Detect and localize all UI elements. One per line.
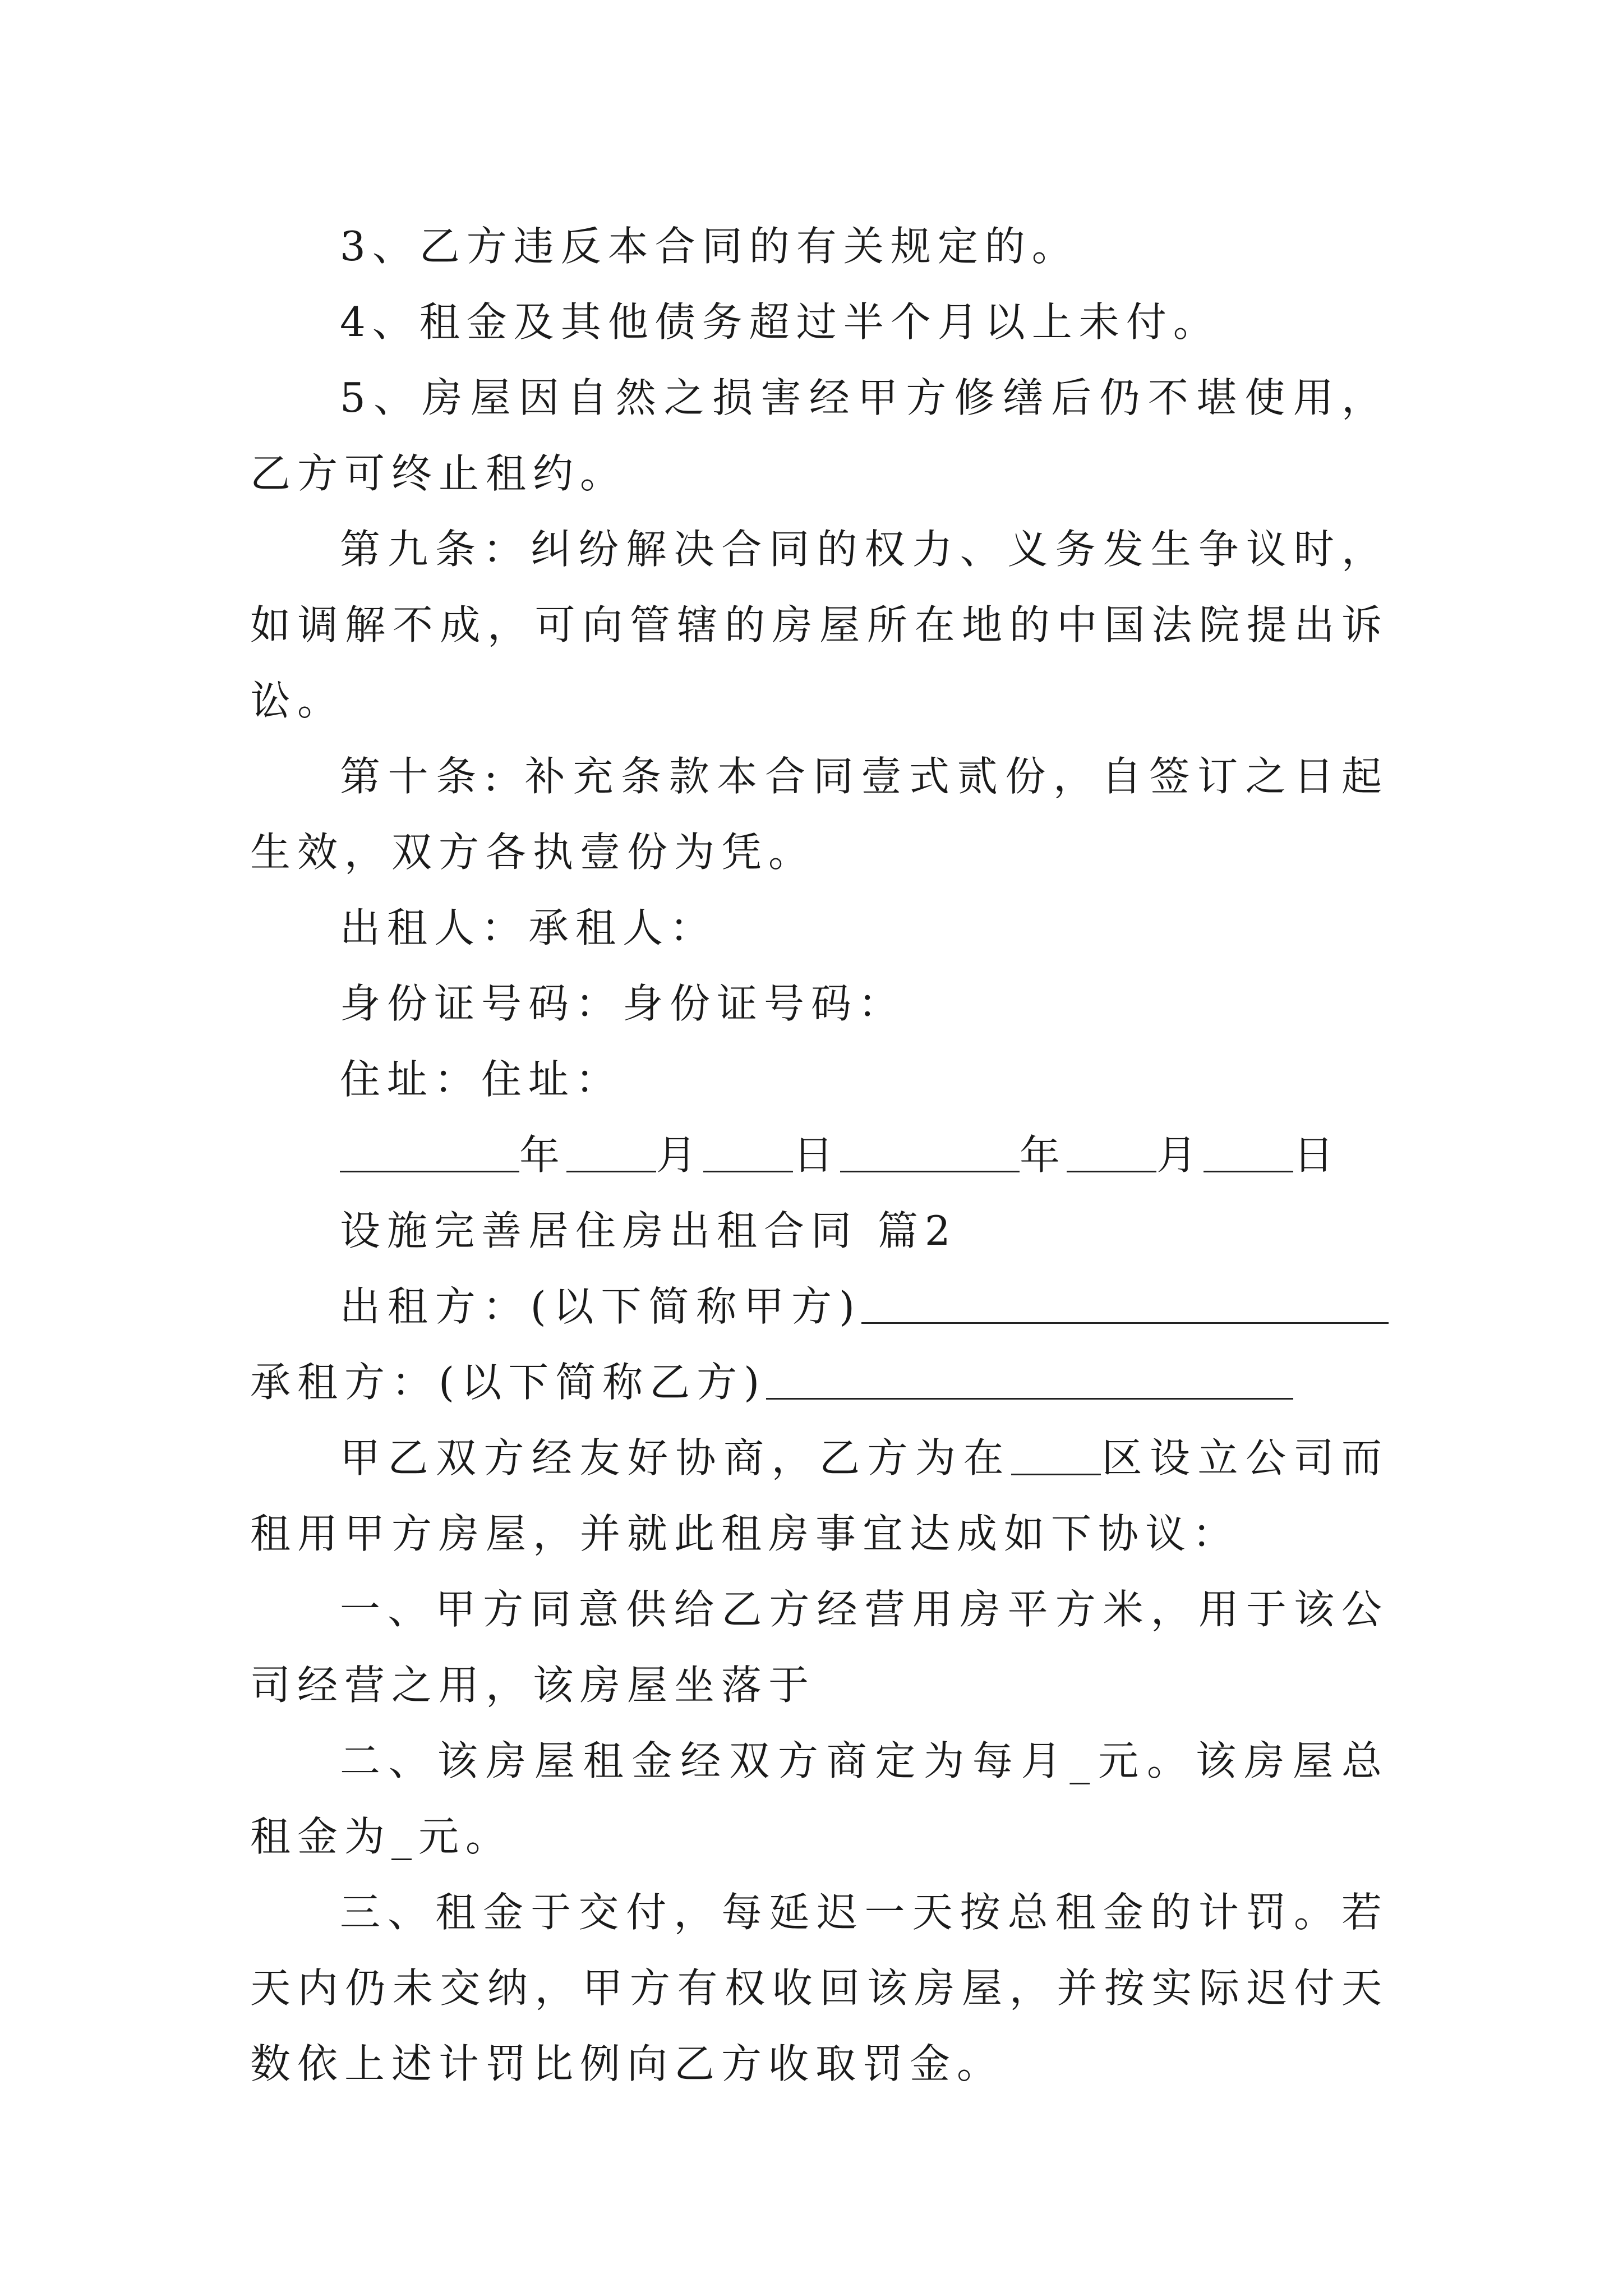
clause-one: 一、甲方同意供给乙方经营用房平方米，用于该公司经营之用，该房屋坐落于 [250,1586,1389,1709]
day-label: 日 [793,1131,841,1179]
lessee-prefix: 承 [250,1359,298,1406]
year-label-2: 年 [1020,1131,1067,1179]
paragraph-item-5: 5、房屋因自然之损害经甲方修缮后仍不堪使用，乙方可终止租约。 [250,374,1389,497]
signature-names: 出租人：承租人： [340,904,717,951]
signature-addresses: 住址：住址： [340,1056,623,1103]
month-blank [566,1137,656,1172]
month-blank-2 [1067,1137,1156,1172]
month-label: 月 [656,1131,704,1179]
year-blank-2 [840,1137,1020,1172]
day-label-2: 日 [1293,1131,1341,1179]
day-blank-2 [1204,1137,1293,1172]
intro-paragraph [250,1420,1389,1572]
intro-after: 区设立公司而租用甲方房屋，并就此租房事宜达成如下协议： [250,1434,1389,1557]
year-label: 年 [519,1131,567,1179]
lessee-label: 租方：(以下简称乙方) [297,1359,767,1406]
month-label-2: 月 [1156,1131,1204,1179]
paragraph-item-3: 3、乙方违反本合同的有关规定的。 [340,223,1079,270]
clause-two: 二、该房屋租金经双方商定为每月_元。该房屋总租金为_元。 [250,1737,1389,1860]
year-blank [340,1137,519,1172]
paragraph-item-4: 4、租金及其他债务超过半个月以上未付。 [340,298,1220,346]
lessee-blank [766,1364,1293,1400]
clause-three: 三、租金于交付，每延迟一天按总租金的计罚。若天内仍未交纳，甲方有权收回该房屋，并按实际迟付天数依上述计罚比例向乙方收取罚金。 [250,1889,1389,2087]
lessor-blank [861,1289,1389,1324]
district-blank [1011,1440,1101,1475]
article-ten: 第十条: 补充条款本合同壹式贰份，自签订之日起生效，双方各执壹份为凭。 [250,753,1389,876]
day-blank [703,1137,793,1172]
parties-block [250,1269,1389,1420]
intro-before: 甲乙双方经友好协商，乙方为在 [340,1434,1011,1481]
article-nine: 第九条：纠纷解决合同的权力、义务发生争议时，如调解不成，可向管辖的房屋所在地的中国法院提出诉讼。 [250,526,1389,724]
document-body [250,209,1389,2102]
signature-id-numbers: 身份证号码：身份证号码： [340,980,906,1027]
signature-date-line [250,1117,1389,1193]
section-title: 设施完善居住房出租合同 篇2 [340,1207,957,1254]
lessor-label: 出租方：(以下简称甲方) [340,1283,861,1330]
